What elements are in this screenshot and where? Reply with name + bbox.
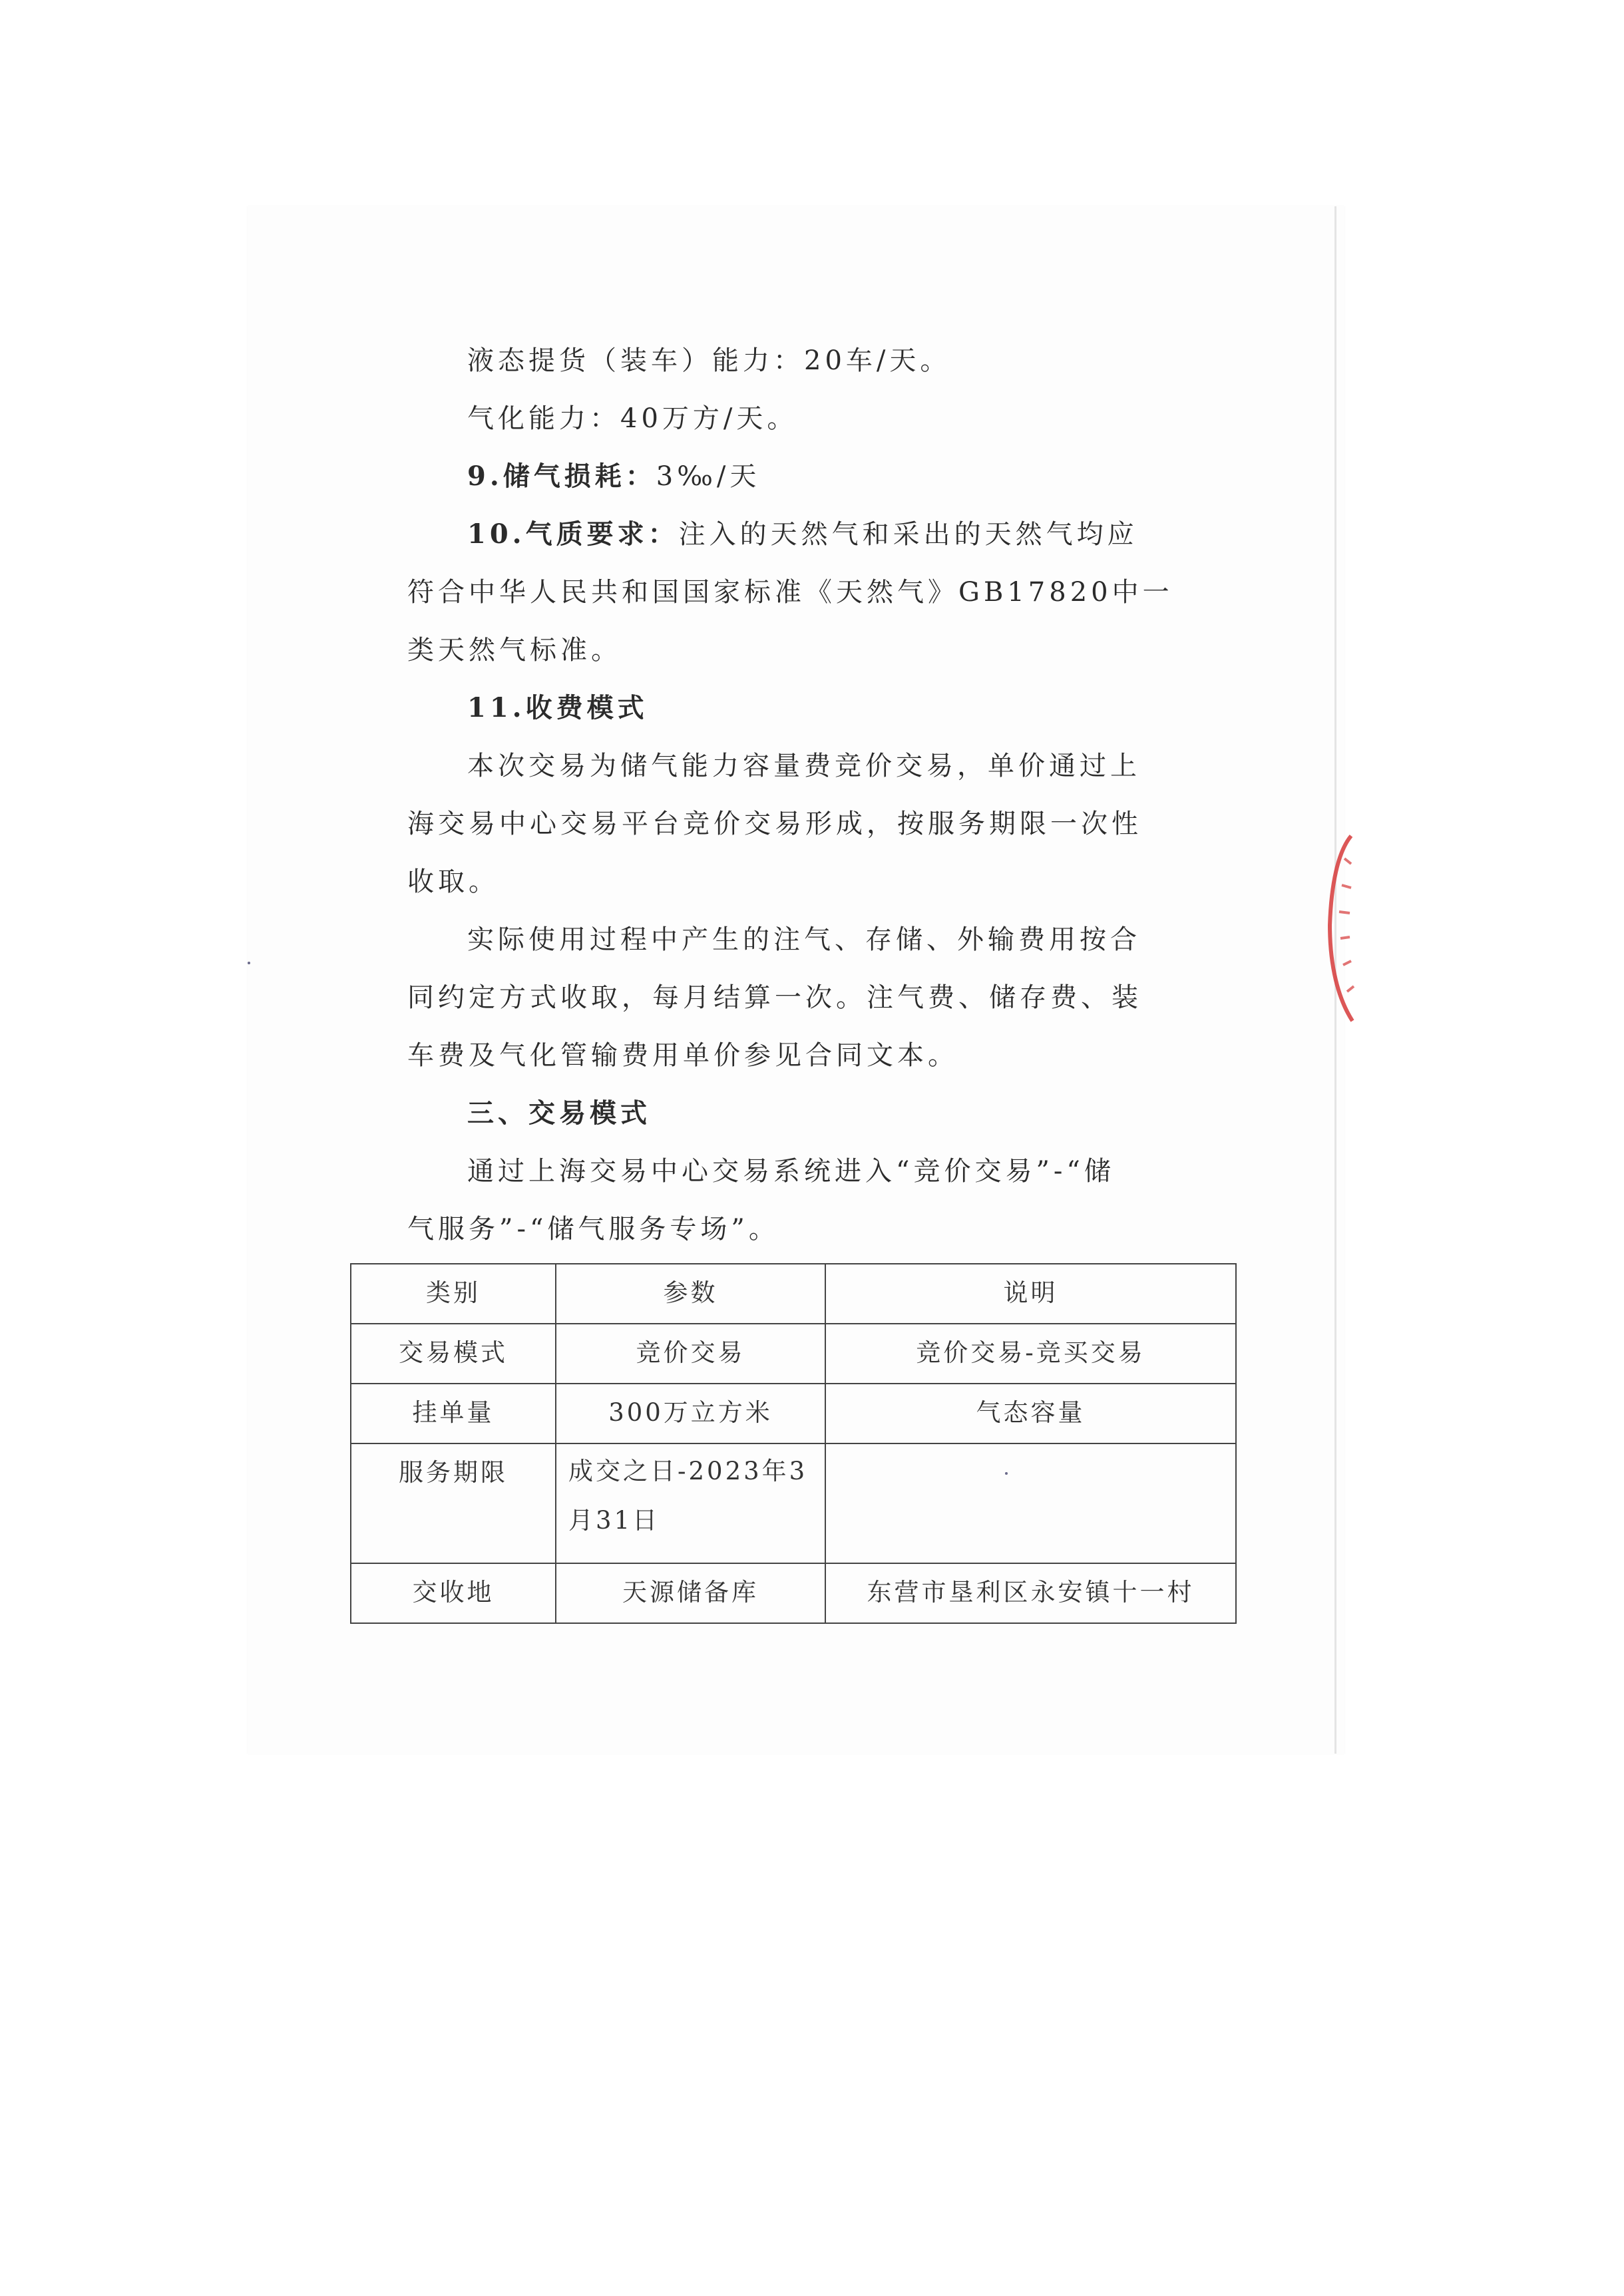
header-parameter: 参数 xyxy=(556,1264,825,1324)
scan-speck xyxy=(248,962,250,964)
table-cell: 竞价交易-竞买交易 xyxy=(825,1324,1236,1384)
table-cell: 天源储备库 xyxy=(556,1563,825,1623)
fee-mode-para-1: 本次交易为储气能力容量费竞价交易，单价通过上 xyxy=(467,751,1141,781)
gas-quality-value: 注入的天然气和采出的天然气均应 xyxy=(678,519,1138,550)
loading-capacity-line: 液态提货（装车）能力：20车/天。 xyxy=(467,345,951,376)
service-period-line-2: 月31日 xyxy=(568,1506,660,1535)
table-row xyxy=(351,1324,1236,1384)
header-description: 说明 xyxy=(825,1264,1236,1324)
service-period-cell xyxy=(556,1443,825,1563)
usage-fee-para-1: 实际使用过程中产生的注气、存储、外输费用按合 xyxy=(467,924,1141,955)
scan-speck xyxy=(1005,1472,1008,1475)
table-cell: 气态容量 xyxy=(825,1384,1236,1443)
header-category: 类别 xyxy=(351,1264,556,1324)
gas-quality-line-2: 符合中华人民共和国国家标准《天然气》GB17820中一 xyxy=(407,577,1173,608)
table-cell: 挂单量 xyxy=(351,1384,556,1443)
trade-mode-heading: 三、交易模式 xyxy=(467,1097,651,1129)
gas-quality-line-3: 类天然气标准。 xyxy=(407,635,622,666)
table-row xyxy=(351,1563,1236,1623)
trade-mode-para-2: 气服务”-“储气服务专场”。 xyxy=(407,1214,779,1244)
table-cell: 交易模式 xyxy=(351,1324,556,1384)
trade-mode-para-1: 通过上海交易中心交易系统进入“竞价交易”-“储 xyxy=(467,1156,1115,1187)
storage-loss-label: 9.储气损耗： xyxy=(467,461,656,492)
table-cell xyxy=(825,1443,1236,1563)
fee-mode-para-2: 海交易中心交易平台竞价交易形成，按服务期限一次性 xyxy=(407,809,1142,839)
storage-loss-value: 3‰/天 xyxy=(656,461,761,492)
storage-loss-line xyxy=(467,459,1186,494)
table-row xyxy=(351,1443,1236,1563)
gas-quality-label: 10.气质要求： xyxy=(467,518,679,550)
table-row xyxy=(351,1384,1236,1443)
fee-mode-heading: 11.收费模式 xyxy=(467,692,648,723)
table-cell: 300万立方米 xyxy=(556,1384,825,1443)
table-cell: 东营市垦利区永安镇十一村 xyxy=(825,1563,1236,1623)
table-cell: 竞价交易 xyxy=(556,1324,825,1384)
table-cell: 交收地 xyxy=(351,1563,556,1623)
usage-fee-para-3: 车费及气化管输费用单价参见合同文本。 xyxy=(407,1040,958,1071)
usage-fee-para-2: 同约定方式收取，每月结算一次。注气费、储存费、装 xyxy=(407,982,1142,1013)
gasification-capacity-line: 气化能力：40万方/天。 xyxy=(467,403,798,434)
trade-info-table xyxy=(350,1263,1237,1624)
table-header-row xyxy=(351,1264,1236,1324)
fee-mode-para-3: 收取。 xyxy=(407,866,499,897)
service-period-line-1: 成交之日-2023年3 xyxy=(568,1457,808,1485)
gas-quality-line xyxy=(467,517,1186,552)
red-seal-stamp-fragment xyxy=(1324,832,1362,1025)
table-cell: 服务期限 xyxy=(351,1443,556,1563)
